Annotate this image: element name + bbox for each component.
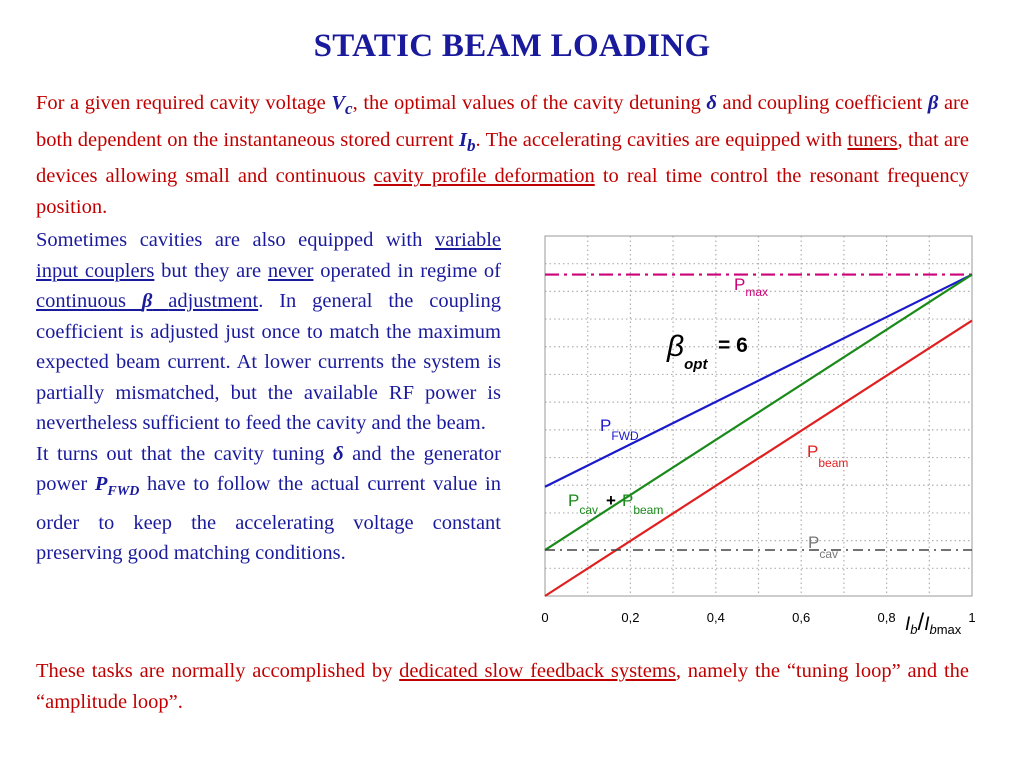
side-text: . In general the coupling coefficient is adjusted just once to match the maximum expected beam current. At lower currents the system is partially mismatched, but the available RF power is nevertheless sufficient to feed the cavity and the beam. [36, 290, 501, 434]
continuous-adjustment-link: continuous β adjustment [36, 290, 259, 312]
delta-symbol: δ [706, 92, 717, 114]
x-tick-label: 0 [541, 610, 549, 625]
closing-text: These tasks are normally accomplished by [36, 660, 400, 682]
beta-symbol: β [141, 290, 153, 312]
couplers-link: variable input couplers [36, 229, 501, 282]
intro-text: , that are devices allowing small and continuous [36, 128, 970, 188]
label-pfwd: $P_{FWD}$ [600, 416, 639, 443]
pfwd-symbol: $P_{FWD}$ [94, 473, 140, 500]
x-tick-label: 0,2 [621, 610, 640, 625]
label-pcav-plus-pbeam: $P_{cav} + P_{beam}$ [568, 491, 664, 517]
vc-symbol: $V_c$ [331, 92, 353, 119]
label-pcav: $P_{cav}$ [808, 533, 839, 561]
beta-opt-value: = 6 [718, 334, 748, 357]
series-line-3 [545, 321, 972, 596]
power-vs-current-chart [535, 228, 985, 640]
x-tick-label: 0,8 [877, 610, 896, 625]
x-tick-label: 0,4 [706, 610, 725, 625]
side-text: Sometimes cavities are also equipped with [36, 229, 435, 251]
intro-text: , the optimal values of the cavity detuning [352, 92, 707, 114]
beta-symbol: β [927, 92, 939, 114]
x-tick-label: 0,6 [792, 610, 811, 625]
slide-title: STATIC BEAM LOADING [313, 28, 711, 64]
x-tick-label: 1 [968, 610, 976, 625]
side-text: operated in regime of [313, 259, 502, 282]
never-link: never [267, 259, 314, 282]
side-text: but they are [154, 259, 268, 282]
intro-paragraph [36, 88, 969, 222]
intro-text: For a given required cavity voltage [36, 92, 332, 114]
series-line-1 [545, 275, 972, 487]
side-text: It turns out that the cavity tuning [36, 442, 334, 465]
feedback-link: dedicated slow feedback systems [399, 660, 676, 682]
delta-symbol: δ [333, 442, 344, 465]
ib-symbol: $I_b$ [459, 128, 476, 155]
intro-text: . The accelerating cavities are equipped with [475, 128, 848, 151]
tuners-link: tuners [847, 128, 898, 151]
side-paragraph [36, 225, 501, 569]
label-pmax: $P_{max}$ [734, 275, 769, 299]
closing-text: , namely the “tuning loop” and the “amplitude loop”. [36, 660, 969, 713]
intro-text: are both dependent on the instantaneous stored current [36, 92, 969, 151]
beta-opt-annotation: $\beta_{opt}$ [667, 330, 708, 373]
x-axis-label: $I_b/I_b\max$ [905, 609, 962, 637]
closing-paragraph [36, 656, 969, 717]
intro-text: and coupling coefficient [716, 92, 928, 114]
intro-text: to real time control the resonant frequency position. [36, 165, 969, 218]
profile-deformation-link: cavity profile deformation [373, 165, 595, 188]
label-pbeam: $P_{beam}$ [807, 442, 849, 470]
side-text: and the generator power [36, 442, 501, 495]
side-text: have to follow the actual current value in order to keep the accelerating voltage constant preserving good matching conditions. [36, 473, 501, 565]
